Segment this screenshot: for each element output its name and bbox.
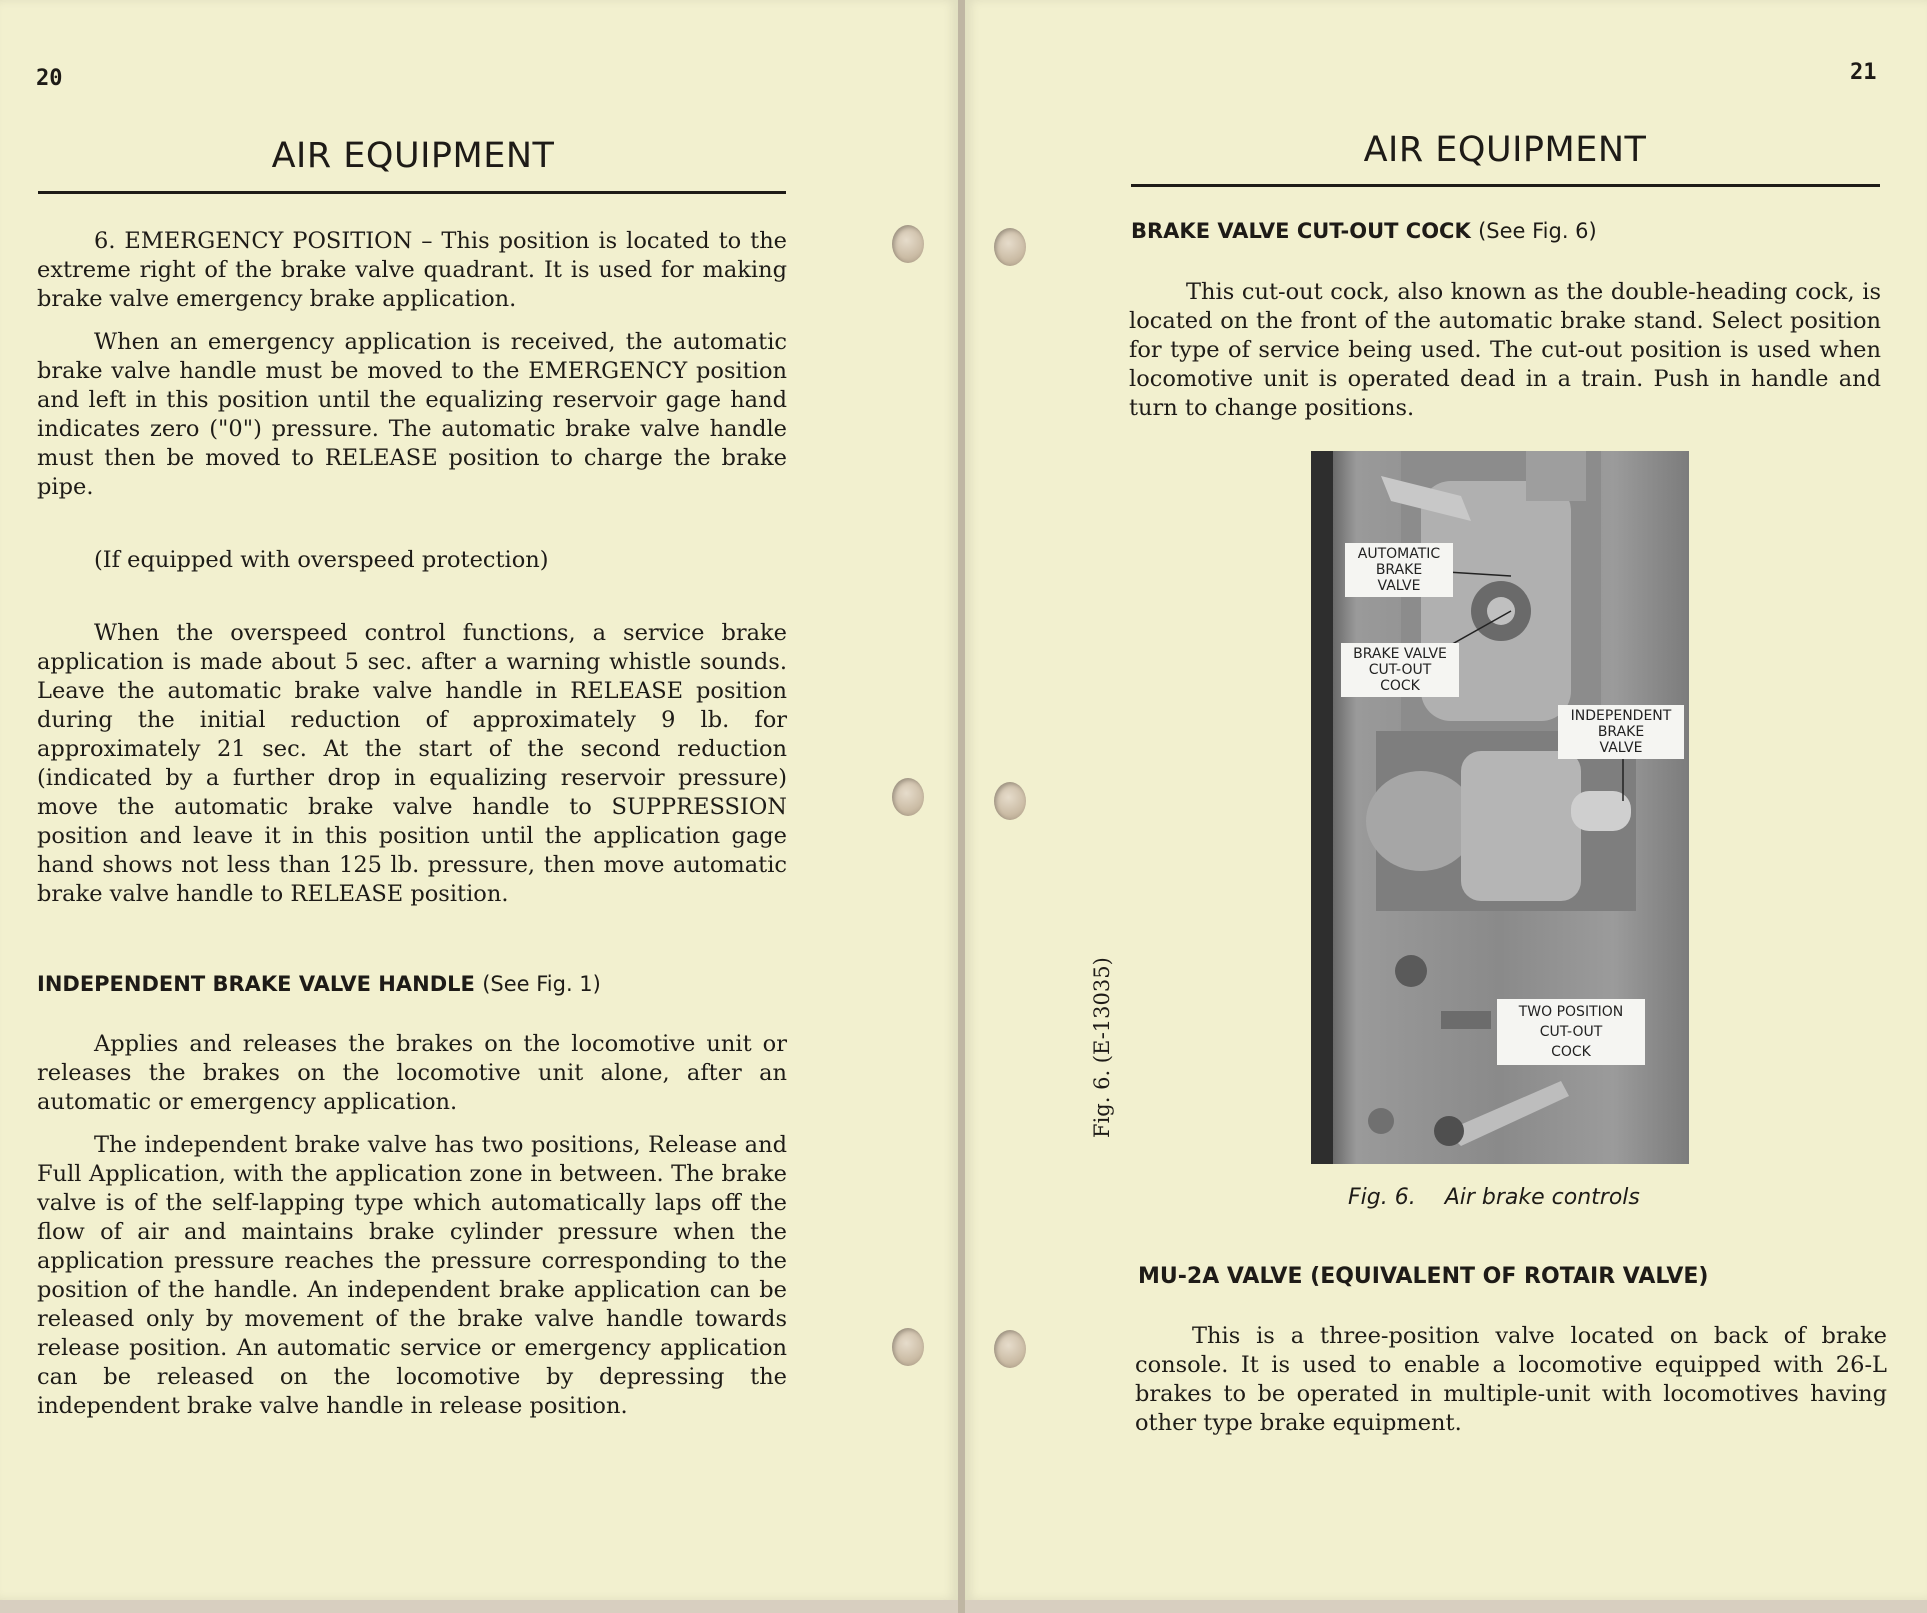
figure-title: Air brake controls <box>1444 1185 1640 1210</box>
label-automatic-brake-valve: AUTOMATIC BRAKE VALVE <box>1345 543 1453 597</box>
section-heading <box>1131 219 1597 243</box>
binder-hole <box>892 1328 924 1366</box>
figure-number: Fig. 6. <box>1348 1185 1416 1210</box>
paragraph: 6. EMERGENCY POSITION – This position is located to the extreme right of the brake valve quadrant. It is used for making brake valve emergency brake application. <box>37 228 787 312</box>
body-text <box>37 227 787 923</box>
paragraph: This cut-out cock, also known as the double-heading cock, is located on the front of the automatic brake stand. Select position for type of service being used. The cut-out position is used when locomotive unit is operated dead in a train. Push in handle and turn to change positions. <box>1129 279 1881 421</box>
binder-hole <box>994 1330 1026 1368</box>
label-independent-brake-valve: INDEPENDENT BRAKE VALVE <box>1558 705 1684 759</box>
left-page <box>0 0 958 1600</box>
section-heading <box>1138 1264 1708 1289</box>
section-body <box>37 1030 787 1435</box>
paragraph: The independent brake valve has two positions, Release and Full Application, with the application zone in between. The brake valve is of the self-lapping type which automatically laps off the flow of air and maintains brake cylinder pressure when the application pressure reaches the pressure corresponding to the position of the handle. An independent brake application can be released only by movement of the brake valve handle towards release position. An automatic service or emergency application can be released on the locomotive by depressing the independent brake valve handle in release position. <box>37 1132 787 1419</box>
page-gutter <box>958 0 965 1613</box>
paragraph: (If equipped with overspeed protection) <box>94 547 549 573</box>
section-body <box>1135 1322 1887 1452</box>
section-title: INDEPENDENT BRAKE VALVE HANDLE <box>37 972 475 996</box>
section-title: BRAKE VALVE CUT-OUT COCK <box>1131 219 1471 243</box>
binder-hole <box>994 228 1026 266</box>
binder-hole <box>994 782 1026 820</box>
page-number: 21 <box>1850 60 1877 85</box>
label-two-position-cutout-cock: TWO POSITION CUT-OUT COCK <box>1497 999 1645 1065</box>
section-heading <box>37 972 601 996</box>
paragraph: When the overspeed control functions, a service brake application is made about 5 sec. after a warning whistle sounds. Leave the automatic brake valve handle in RELEASE position during the initial reduction of approximately 9 lb. for approximately 21 sec. At the start of the second reduction (indicated by a further drop in equalizing reservoir pressure) move the automatic brake valve handle to SUPPRESSION position and leave it in this position until the application gage hand shows not less than 125 lb. pressure, then move automatic brake valve handle to RELEASE position. <box>37 620 787 907</box>
figure-caption <box>1348 1185 1640 1210</box>
paragraph: Applies and releases the brakes on the locomotive unit or releases the brakes on the locomotive unit alone, after an automatic or emergency application. <box>37 1031 787 1115</box>
paragraph: When an emergency application is received, the automatic brake valve handle must be moved to the EMERGENCY position and left in this position until the equalizing reservoir gage hand indicates zero ("0") pressure. The automatic brake valve handle must then be moved to RELEASE position to charge the brake pipe. <box>37 329 787 500</box>
section-reference: (See Fig. 6) <box>1478 219 1597 243</box>
paragraph: This is a three-position valve located on back of brake console. It is used to enable a locomotive equipped with 26-L brakes to be operated in multiple-unit with locomotives having other type brake equipment. <box>1135 1323 1887 1436</box>
header-rule <box>38 191 786 194</box>
section-title: MU-2A VALVE (EQUIVALENT OF ROTAIR VALVE) <box>1138 1264 1709 1289</box>
section-reference: (See Fig. 1) <box>482 972 601 996</box>
page-number: 20 <box>36 66 63 91</box>
figure-side-label: Fig. 6. (E-13035) <box>1090 957 1114 1138</box>
page-header: AIR EQUIPMENT <box>271 136 555 176</box>
page-header: AIR EQUIPMENT <box>1363 130 1647 170</box>
brake-controls-photo <box>1311 451 1689 1164</box>
binder-hole <box>892 778 924 816</box>
header-rule <box>1131 184 1880 187</box>
section-body <box>1129 278 1881 437</box>
binder-hole <box>892 225 924 263</box>
label-brake-valve-cutout-cock: BRAKE VALVE CUT-OUT COCK <box>1341 643 1459 697</box>
